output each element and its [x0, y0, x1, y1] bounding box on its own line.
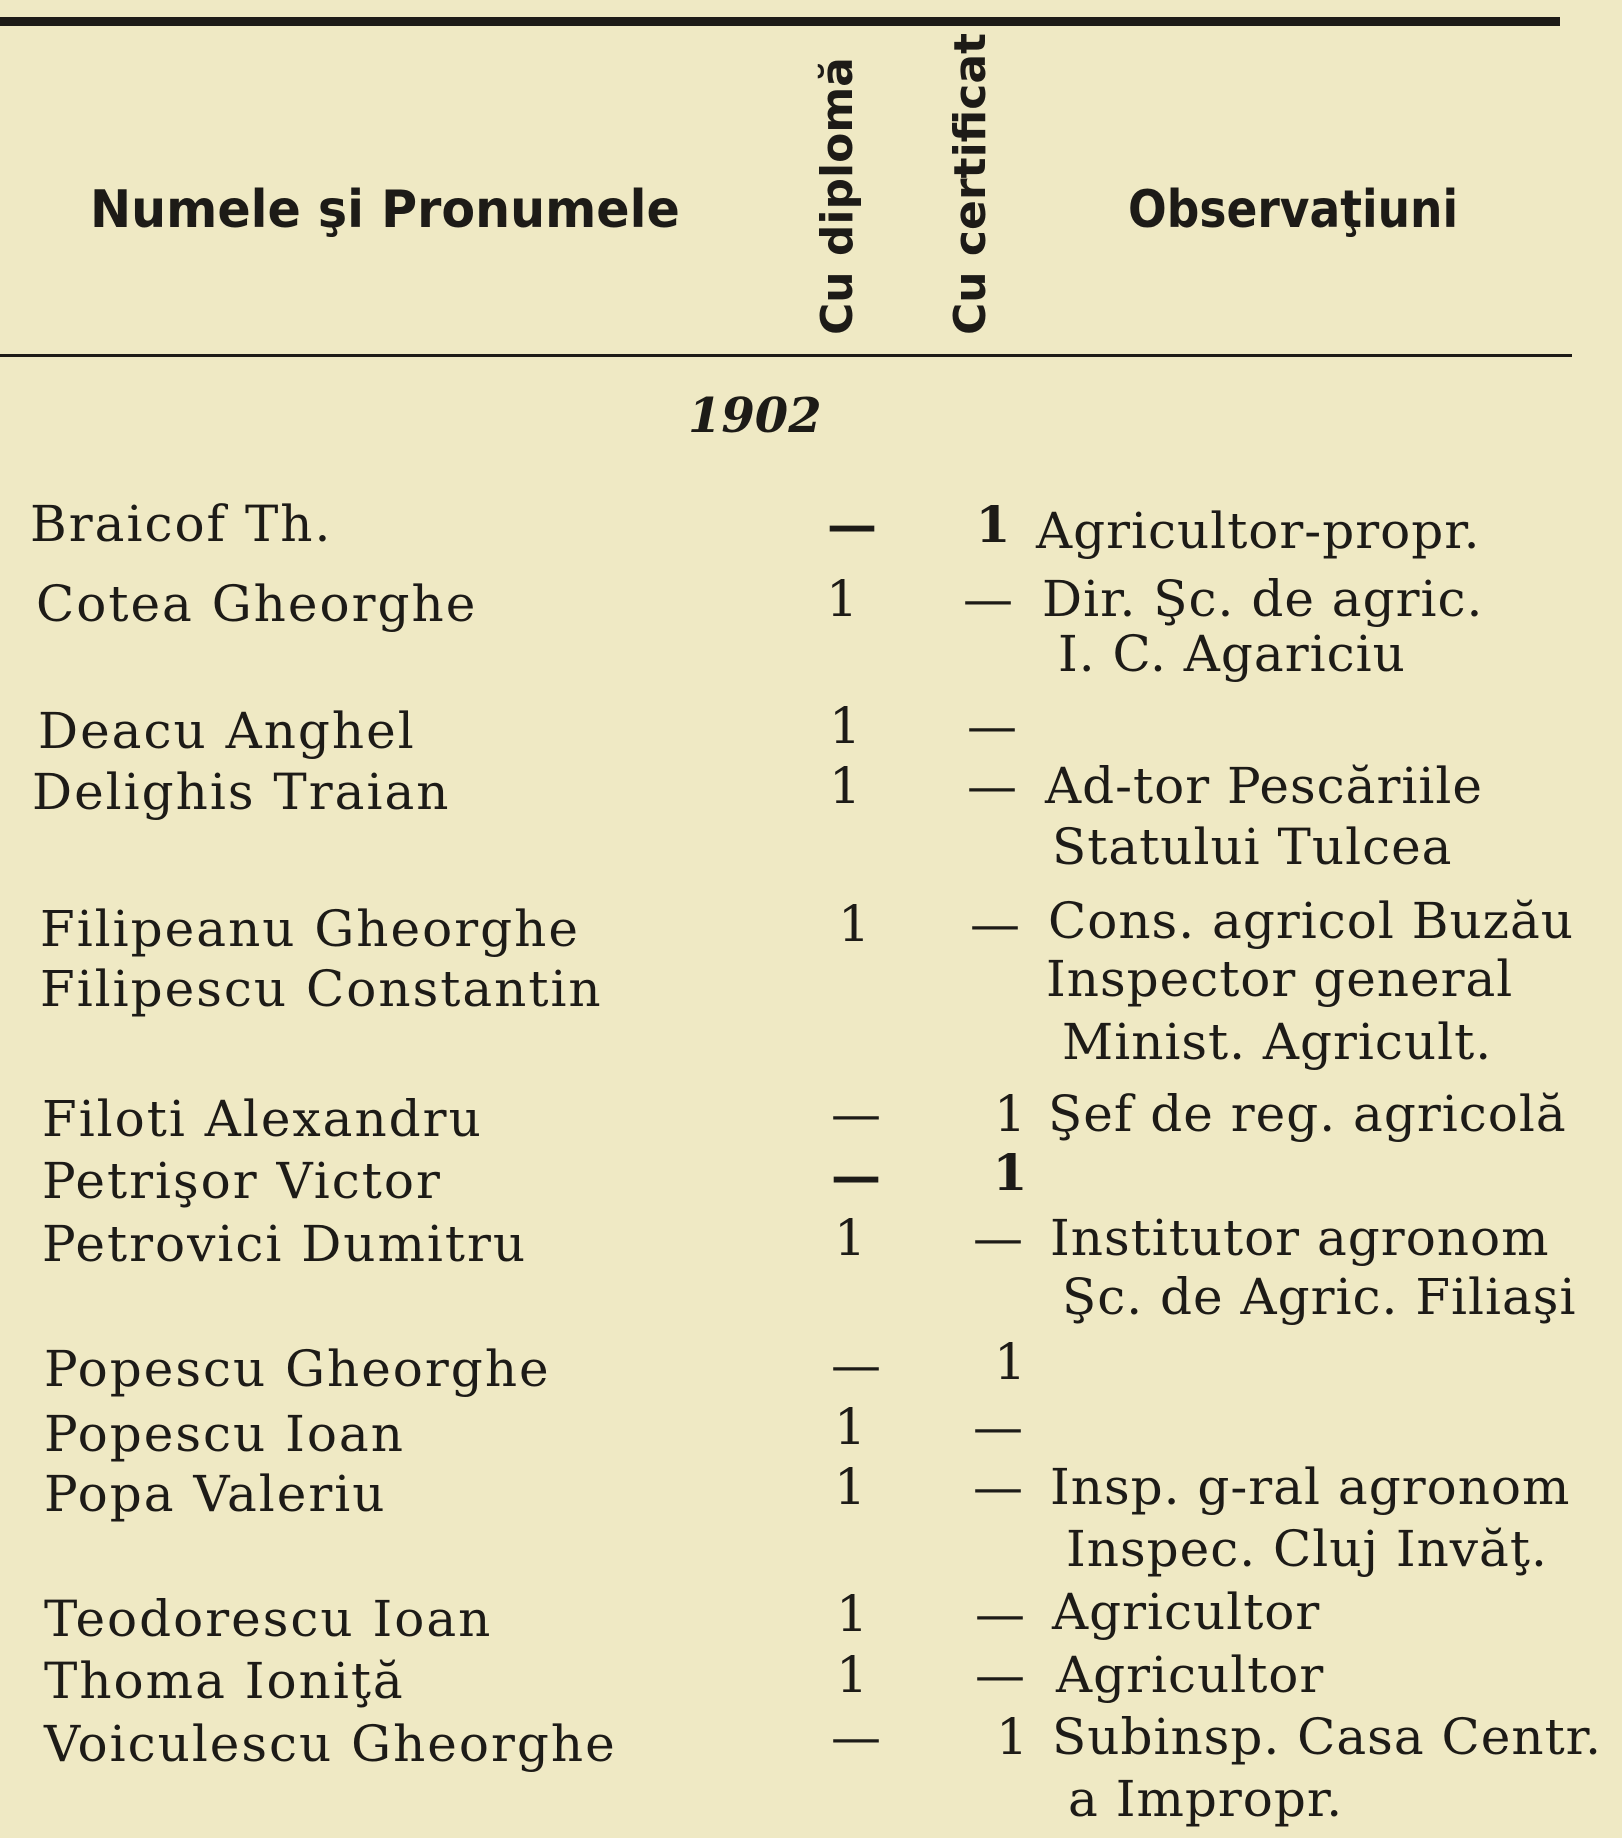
row-observation: Subinsp. Casa Centr.: [1052, 1708, 1602, 1766]
row-name: Popescu Gheorghe: [44, 1340, 551, 1398]
row-certificate: —: [970, 895, 1020, 953]
row-certificate: —: [967, 757, 1017, 815]
row-name: Deacu Anghel: [38, 702, 416, 760]
row-name: Braicof Th.: [30, 495, 333, 553]
row-diploma: —: [827, 495, 877, 554]
row-observation: Agricultor-propr.: [1036, 502, 1481, 560]
row-name: Petrişor Victor: [42, 1152, 442, 1210]
row-observation: Şef de reg. agricolă: [1048, 1085, 1567, 1143]
row-certificate: —: [973, 1458, 1023, 1516]
top-rule: [0, 17, 1560, 26]
row-certificate: 1: [975, 495, 1011, 554]
header-certificate: Cu certificat: [945, 32, 996, 335]
row-name: Popescu Ioan: [44, 1405, 405, 1463]
row-diploma: —: [831, 1336, 881, 1394]
row-observation: Dir. Şc. de agric.: [1042, 570, 1484, 628]
row-certificate: 1: [996, 1708, 1028, 1766]
row-observation-cont: Minist. Agricult.: [1062, 1013, 1493, 1071]
year-heading: 1902: [688, 388, 822, 444]
row-name: Popa Valeriu: [44, 1465, 387, 1523]
row-name: Petrovici Dumitru: [42, 1215, 528, 1273]
row-diploma: 1: [834, 1209, 866, 1267]
row-name: Voiculescu Gheorghe: [44, 1715, 617, 1773]
row-observation: Cons. agricol Buzău: [1048, 892, 1575, 950]
row-certificate: —: [973, 1209, 1023, 1267]
row-certificate: 1: [992, 1143, 1028, 1202]
row-observation: Agricultor: [1052, 1583, 1321, 1641]
row-observation: Institutor agronom: [1050, 1209, 1550, 1267]
row-diploma: 1: [834, 1398, 866, 1456]
row-observation: Ad-tor Pescăriile: [1045, 757, 1483, 815]
row-diploma: 1: [838, 895, 870, 953]
row-diploma: 1: [834, 1458, 866, 1516]
row-observation-cont: I. C. Agariciu: [1058, 625, 1406, 683]
row-diploma: —: [831, 1085, 881, 1143]
header-rule: [0, 354, 1572, 357]
row-observation-cont: Statului Tulcea: [1052, 818, 1453, 876]
header-observations: Observaţiuni: [1128, 180, 1459, 240]
row-diploma: —: [831, 1708, 881, 1766]
row-observation: Agricultor: [1056, 1646, 1325, 1704]
row-name: Filipescu Constantin: [40, 960, 603, 1018]
row-diploma: —: [831, 1146, 881, 1205]
row-certificate: —: [975, 1646, 1025, 1704]
row-name: Delighis Traian: [32, 763, 451, 821]
header-names: Numele şi Pronumele: [90, 180, 680, 240]
row-certificate: —: [973, 1398, 1023, 1456]
row-diploma: 1: [829, 757, 861, 815]
row-certificate: —: [963, 570, 1013, 628]
row-certificate: —: [975, 1585, 1025, 1643]
row-diploma: 1: [836, 1585, 868, 1643]
row-observation-cont: Inspec. Cluj Invăţ.: [1066, 1520, 1548, 1578]
row-certificate: 1: [994, 1085, 1026, 1143]
row-certificate: 1: [994, 1333, 1026, 1391]
row-certificate: —: [967, 697, 1017, 755]
row-name: Filipeanu Gheorghe: [40, 900, 580, 958]
row-name: Teodorescu Ioan: [44, 1590, 493, 1648]
row-diploma: 1: [836, 1646, 868, 1704]
row-diploma: 1: [826, 570, 858, 628]
row-diploma: 1: [829, 697, 861, 755]
row-observation: Inspector general: [1046, 950, 1514, 1008]
row-name: Filoti Alexandru: [42, 1090, 483, 1148]
row-observation-cont: a Impropr.: [1068, 1770, 1344, 1828]
header-diploma: Cu diplomă: [812, 57, 863, 335]
row-observation: Insp. g-ral agronom: [1050, 1458, 1571, 1516]
row-observation-cont: Şc. de Agric. Filiaşi: [1062, 1268, 1577, 1326]
row-name: Thoma Ioniţă: [44, 1652, 405, 1710]
row-name: Cotea Gheorghe: [36, 575, 478, 633]
